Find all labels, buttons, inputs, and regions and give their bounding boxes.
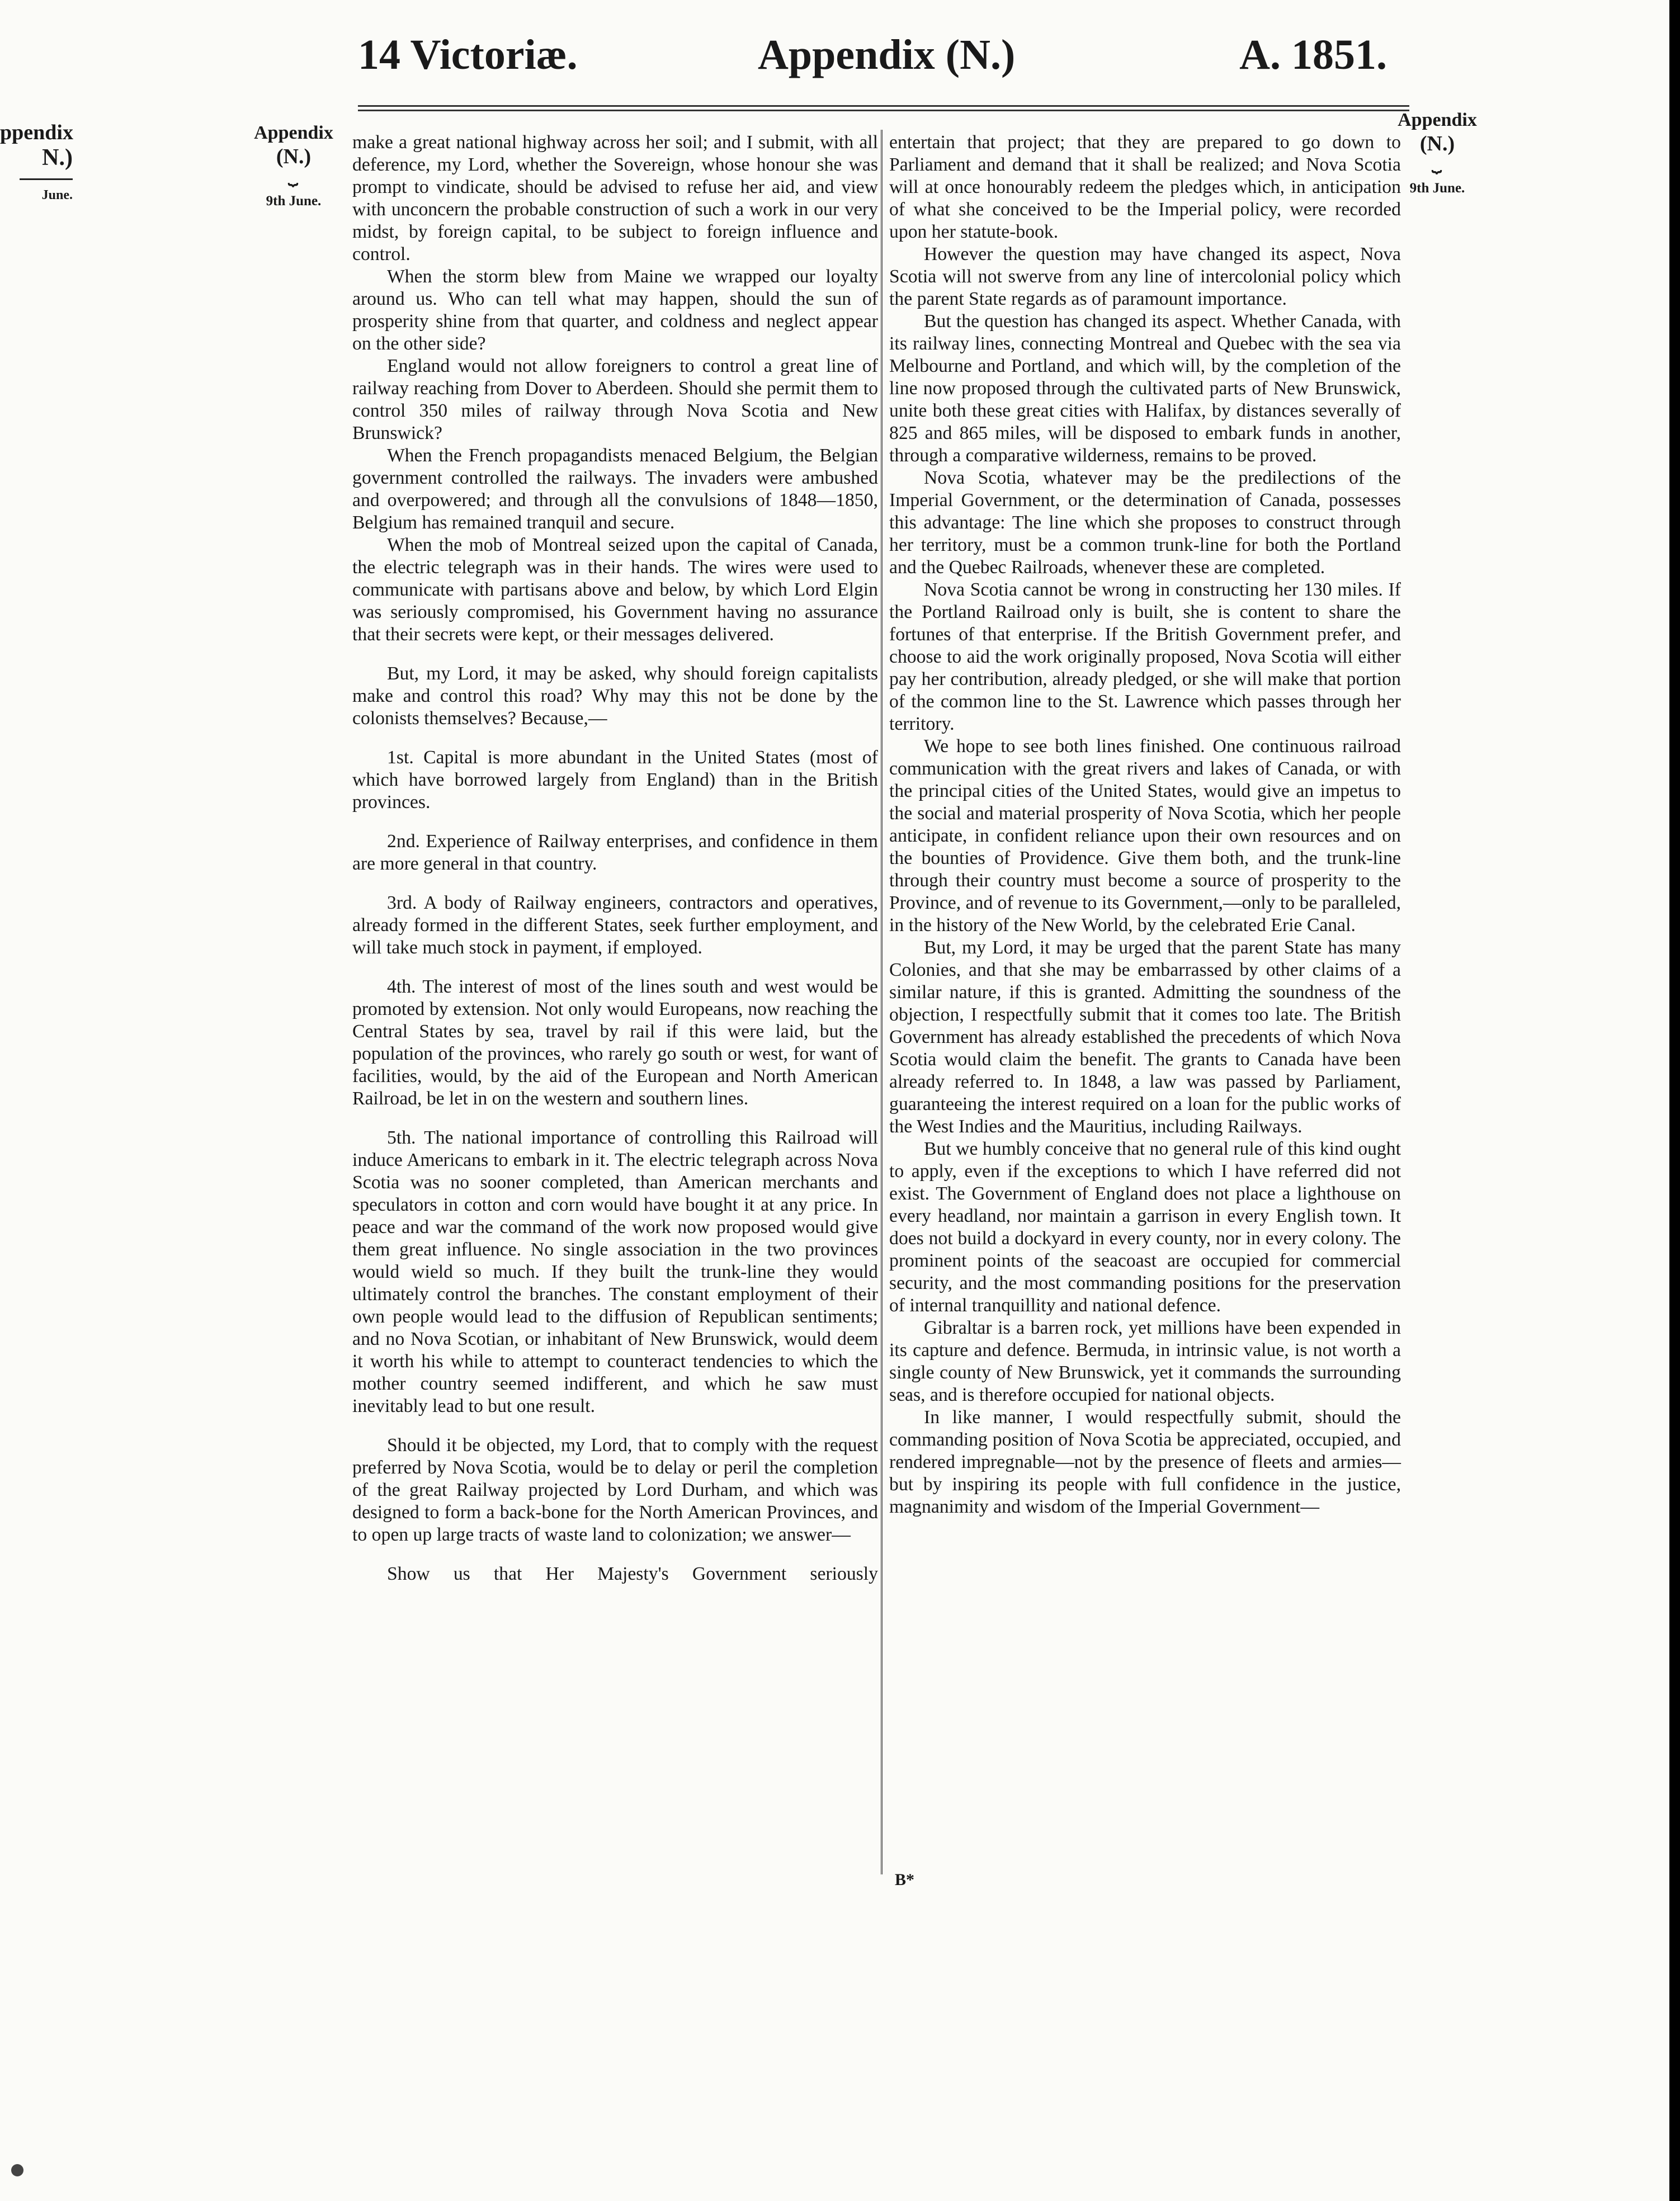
paragraph: England would not allow foreigners to control a great line of railway reaching from Dover to Aberdeen. Should she permit them to control 350 miles of railway through Nova Scotia and New Brunswick? [352, 356, 878, 443]
margin-brace-icon: ⏟ [1432, 154, 1443, 173]
column-divider [881, 130, 883, 1874]
paragraph: When the French propagandists menaced Belgium, the Belgian government controlled the railways. The invaders were ambushed and overpowered; and through all the convulsions of 1848—1850, Belgium has remained tranquil and secure. [352, 445, 878, 533]
paragraph: Should it be objected, my Lord, that to comply with the request preferred by Nova Scotia, would be to delay or peril the completion of the great Railway projected by Lord Durham, and which was designed to form a back-bone for the North American Provinces, and to open up large tracts of waste land to colonization; we answer— [352, 1435, 878, 1545]
paragraph: make a great national highway across her soil; and I submit, with all deference, my Lord, whether the Sovereign, whose honour she was prompt to vindicate, should be advised to refuse her aid, and view with unconcern the probable construction of such a work in our very midst, by foreign capital, to be subject to foreign influence and control. [352, 132, 878, 265]
header-session: 14 Victoriæ. [358, 31, 578, 78]
numbered-reason: 4th. The interest of most of the lines south and west would be promoted by extension. Not only would Europeans, now reaching the Central States by sea, travel by rail if this were laid, but the population of the provinces, who rarely go south or west, for want of facilities, would, by the aid of the European and North American Railroad, be let in on the western and southern lines. [352, 976, 878, 1109]
paragraph: Gibraltar is a barren rock, yet millions have been expended in its capture and defence. Bermuda, in intrinsic value, is not worth a single county of New Brunswick, yet it commands the surrounding seas, and is therefore occupied for national objects. [889, 1317, 1401, 1405]
header-year: A. 1851. [1239, 31, 1387, 78]
margin-note-label: Appendix [254, 122, 333, 143]
paragraph: In like manner, I would respectfully submit, should the commanding position of Nova Scotia be appreciated, occupied, and rendered impregnable—not by the presence of fleets and armies—but by inspiring its people with full confidence in the justice, magnanimity and wisdom of the Imperial Government— [889, 1407, 1401, 1517]
previous-page-margin [0, 120, 73, 203]
paragraph: But, my Lord, it may be asked, why should foreign capitalists make and control this road? Why may this not be done by the colonists themselves? Because,— [352, 663, 878, 729]
prev-margin-appendix-letter: N.) [42, 145, 73, 171]
margin-note-label: Appendix [1398, 110, 1477, 130]
left-text-column [352, 131, 878, 1585]
margin-brace-icon: ⏟ [288, 167, 299, 186]
numbered-reason: 1st. Capital is more abundant in the United States (most of which have borrowed largely from England) than in the British provinces. [352, 747, 878, 813]
paragraph: Show us that Her Majesty's Government seriously [387, 1564, 878, 1584]
margin-note-date: 9th June. [1409, 181, 1465, 196]
paragraph: Nova Scotia, whatever may be the predilections of the Imperial Government, or the determination of Canada, possesses this advantage: The line which she proposes to construct through her territory, must be a common trunk-line for both the Portland and the Quebec Railroads, whenever these are completed. [889, 467, 1401, 578]
printer-signature-mark: B* [895, 1871, 915, 1889]
margin-note-date: 9th June. [266, 193, 322, 209]
paragraph: But the question has changed its aspect. Whether Canada, with its railway lines, connecting Montreal and Quebec with the sea via Melbourne and Portland, and which will, by the completion of the line now proposed through the cultivated parts of New Brunswick, unite both these great cities with Halifax, by distances severally of 825 and 865 miles, will be disposed to embark funds in another, through a comparative wilderness, remains to be proved. [889, 311, 1401, 466]
numbered-reason: 2nd. Experience of Railway enterprises, and confidence in them are more general in that country. [352, 831, 878, 874]
paragraph: However the question may have changed its aspect, Nova Scotia will not swerve from any line of intercolonial policy which the parent State regards as of paramount importance. [889, 244, 1401, 309]
paragraph: But, my Lord, it may be urged that the parent State has many Colonies, and that she may be embarrassed by other claims of a similar nature, if this is granted. Admitting the soundness of the objection, I respectfully submit that it comes too late. The British Government has already established the precedents of which Nova Scotia would claim the benefit. The grants to Canada have been already referred to. In 1848, a law was passed by Parliament, guaranteeing the interest required on a loan for the public works of the West Indies and the Mauritius, including Railways. [889, 937, 1401, 1137]
prev-margin-brace [20, 173, 73, 180]
paragraph: We hope to see both lines finished. One continuous railroad communication with the great rivers and lakes of Canada, or with the principal cities of the United States, would give an impetus to the social and material prosperity of Nova Scotia, which her people anticipate, in confident reliance upon their own resources and on the bounties of Providence. Give them both, and the trunk-line through their country must become a source of prosperity to the Province, and of revenue to its Government,—only to be paralleled, in the history of the New World, by the celebrated Erie Canal. [889, 736, 1401, 936]
right-margin-note [1393, 109, 1482, 196]
header-rule-secondary [358, 110, 1409, 111]
header-rule [358, 105, 1409, 107]
paragraph: But we humbly conceive that no general rule of this kind ought to apply, even if the exceptions to which I have referred did not exist. The Government of England does not place a lighthouse on every headland, nor maintain a garrison in every English town. It does not build a dockyard in every county, nor in every colony. The prominent points of the seacoast are occupied for commercial security, and the most commanding positions for the preservation of internal tranquillity and national defence. [889, 1139, 1401, 1316]
prev-margin-label: ppendix [0, 121, 73, 144]
right-text-column [889, 131, 1401, 1518]
numbered-reason: 5th. The national importance of controlling this Railroad will induce Americans to embark in it. The electric telegraph across Nova Scotia was no sooner completed, than American merchants and speculators in cotton and corn would have bought it at any price. In peace and war the command of the work now proposed would give them great influence. No single association in the two provinces would wield so much. If they built the trunk-line they would ultimately control the branches. The constant employment of their own people would lead to the diffusion of Republican sentiments; and no Nova Scotian, or inhabitant of New Brunswick, would deem it worth his while to attempt to counteract tendencies to which the mother country seemed indifferent, and which he saw must inevitably lead to but one result. [352, 1127, 878, 1416]
margin-note-letter: (N.) [276, 145, 312, 168]
paragraph: entertain that project; that they are prepared to go down to Parliament and demand that it shall be realized; and Nova Scotia will at once honourably redeem the pledges which, in anticipation of what she conceived to be the Imperial policy, were recorded upon her statute-book. [889, 132, 1401, 242]
numbered-reason: 3rd. A body of Railway engineers, contractors and operatives, already formed in the different States, seek further employment, and will take much stock in payment, if employed. [352, 892, 878, 958]
paragraph: Nova Scotia cannot be wrong in constructing her 130 miles. If the Portland Railroad only is built, she is content to share the fortunes of that enterprise. If the British Government prefer, and choose to aid the work originally proposed, Nova Scotia will either pay her contribution, already pledged, or she will make that portion of the common line to the St. Lawrence which passes through her territory. [889, 579, 1401, 734]
paragraph: When the mob of Montreal seized upon the capital of Canada, the electric telegraph was in their hands. The wires were used to communicate with partisans above and below, by which Lord Elgin was seriously compromised, his Government having no assurance that their secrets were kept, or their messages delivered. [352, 535, 878, 645]
header-appendix: Appendix (N.) [758, 31, 1016, 78]
ink-blot [11, 2164, 23, 2176]
left-margin-note [246, 122, 341, 209]
paragraph: When the storm blew from Maine we wrapped our loyalty around us. Who can tell what may happen, should the sun of prosperity shine from that quarter, and coldness and neglect appear on the other side? [352, 266, 878, 354]
margin-note-letter: (N.) [1419, 132, 1455, 155]
running-header [358, 31, 1387, 81]
prev-margin-date: June. [41, 188, 73, 202]
